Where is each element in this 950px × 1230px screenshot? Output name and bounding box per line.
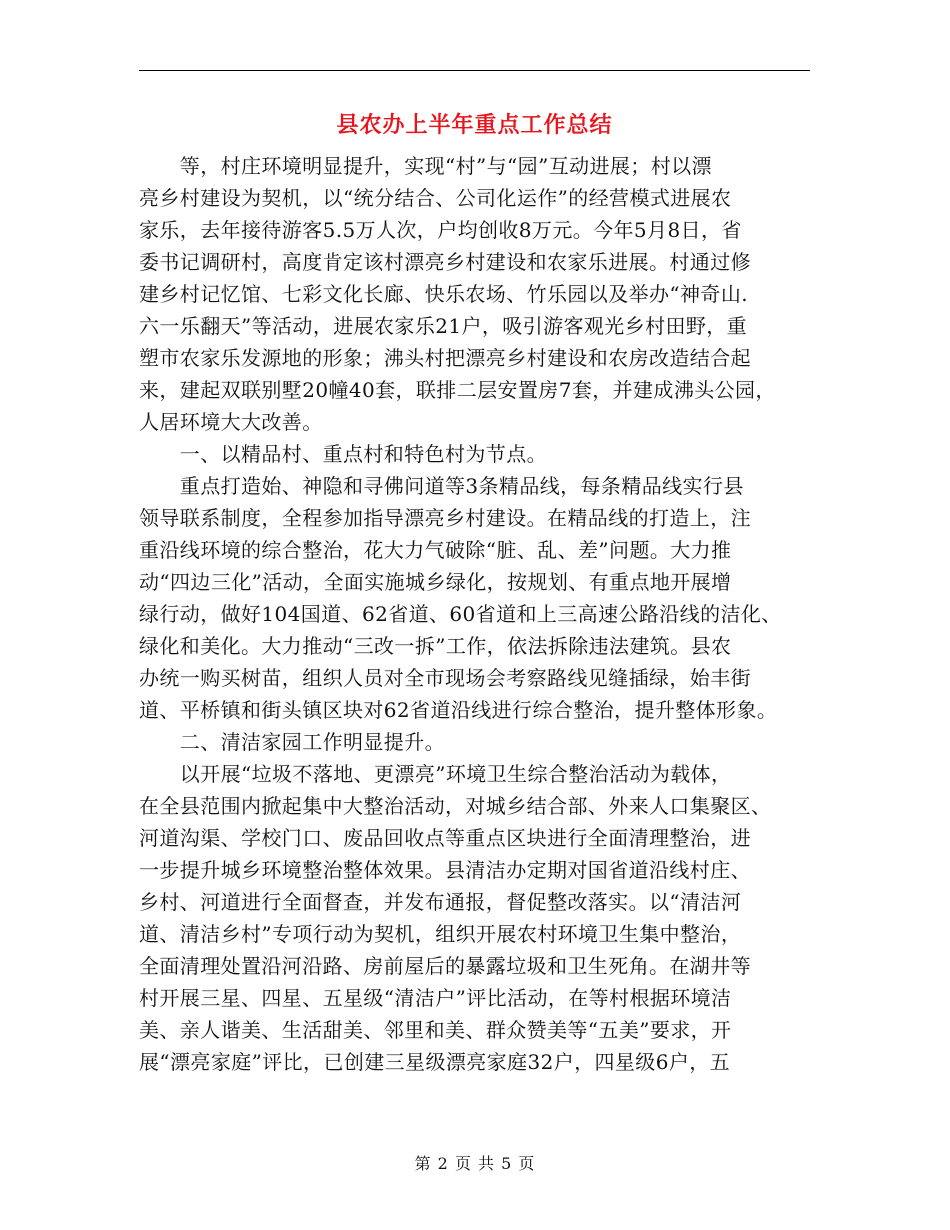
body-line: 乡村、河道进行全面督查，并发布通报，督促整改落实。以“清洁河 [139,890,742,914]
body-line: 塑市农家乐发源地的形象；沸头村把漂亮乡村建设和农房改造结合起 [139,346,751,370]
body-line: 绿化和美化。大力推动“三改一拆”工作，依法拆除违法建筑。县农 [139,634,732,658]
body-line: 在全县范围内掀起集中大整治活动，对城乡结合部、外来人口集聚区、 [139,794,772,818]
body-line: 重沿线环境的综合整治，花大力气破除“脏、乱、差”问题。大力推 [139,538,732,562]
body-line: 等，村庄环境明显提升，实现“村”与“园”互动进展；村以漂 [139,154,712,178]
body-line: 来，建起双联别墅20幢40套，联排二层安置房7套，并建成沸头公园， [139,378,776,402]
body-line: 河道沟渠、学校门口、废品回收点等重点区块进行全面清理整治，进 [139,826,751,850]
body-line: 道、清洁乡村”专项行动为契机，组织开展农村环境卫生集中整治， [139,922,742,946]
body-line: 委书记调研村，高度肯定该村漂亮乡村建设和农家乐进展。村通过修 [139,250,751,274]
body-line: 家乐，去年接待游客5.5万人次，户均创收8万元。今年5月8日，省 [139,218,742,242]
body-line: 人居环境大大改善。 [139,410,323,434]
body-line: 展“漂亮家庭”评比，已创建三星级漂亮家庭32户，四星级6户，五 [139,1050,731,1074]
body-line: 村开展三星、四星、五星级“清洁户”评比活动，在等村根据环境洁 [139,986,732,1010]
document-body [139,150,814,1078]
body-line: 一步提升城乡环境整治整体效果。县清洁办定期对国省道沿线村庄、 [139,858,751,882]
body-line: 建乡村记忆馆、七彩文化长廊、快乐农场、竹乐园以及举办“神奇山. [139,282,748,306]
page-footer: 第 2 页 共 5 页 [414,1154,536,1173]
body-line: 动“四边三化”活动，全面实施城乡绿化，按规划、有重点地开展增 [139,570,732,594]
body-line: 领导联系制度，全程参加指导漂亮乡村建设。在精品线的打造上，注 [139,506,751,530]
section-heading-2: 二、清洁家园工作明显提升。 [139,730,445,754]
body-line: 重点打造始、神隐和寻佛问道等3条精品线，每条精品线实行县 [139,474,744,498]
header-rule [139,70,810,71]
body-line: 亮乡村建设为契机，以“统分结合、公司化运作”的经营模式进展农 [139,186,732,210]
body-line: 道、平桥镇和街头镇区块对62省道沿线进行综合整治，提升整体形象。 [139,698,778,722]
body-line: 以开展“垃圾不落地、更漂亮”环境卫生综合整治活动为载体， [139,762,732,786]
body-line: 美、亲人谐美、生活甜美、邻里和美、群众赞美等“五美”要求，开 [139,1018,732,1042]
body-line: 全面清理处置沿河沿路、房前屋后的暴露垃圾和卫生死角。在湖井等 [139,954,751,978]
document-title: 县农办上半年重点工作总结 [336,112,613,138]
body-line: 六一乐翻天”等活动，进展农家乐21户，吸引游客观光乡村田野，重 [139,314,748,338]
section-heading-1: 一、以精品村、重点村和特色村为节点。 [139,442,547,466]
body-line: 办统一购买树苗，组织人员对全市现场会考察路线见缝插绿，始丰街 [139,666,751,690]
body-line: 绿行动，做好104国道、62省道、60省道和上三高速公路沿线的洁化、 [139,602,782,626]
